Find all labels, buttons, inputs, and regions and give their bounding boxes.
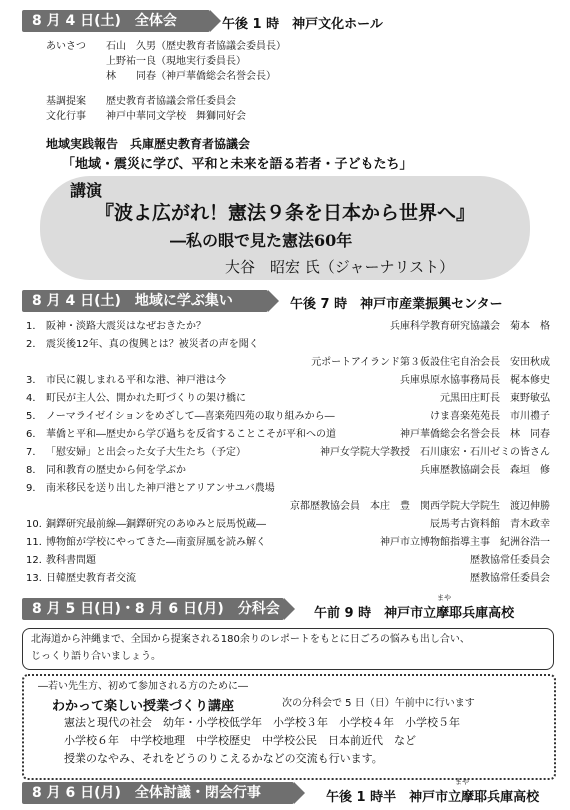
section-header-plenary: 8 月 4 日(土) 全体会 (22, 10, 210, 32)
section-header-local-gathering: 8 月 4 日(土) 地域に学ぶ集い (22, 290, 268, 312)
session-speaker: 神戸市立博物館指導主事 紀洲谷浩一 (380, 537, 550, 548)
list-item: 11．博物館が学校にやってきた―南蛮屏風を読み解く 神戸市立博物館指導主事 紀洲谷浩一 (26, 534, 550, 552)
session-speaker: 歴教協常任委員会 (470, 573, 550, 584)
list-item: 4． 町民が主人公、開かれた町づくりの架け橋に 元黒田庄町長 東野敏弘 (26, 390, 550, 408)
lecture-label: 講演 (70, 181, 103, 200)
lecture-subtitle: ―私の眼で見た憲法60年 (170, 231, 353, 250)
section-header-subcommittee: 8 月 5 日(日)・8 月 6 日(月) 分科会 (22, 598, 284, 620)
list-item: 2． 震災後12年、真の復興とは？被災者の声を聞く (26, 339, 259, 350)
list-item (26, 498, 550, 516)
session-title: 同和教育の歴史から何を学ぶか (46, 465, 186, 476)
session-speaker: 兵庫県原水協事務局長 梶本修史 (400, 375, 550, 386)
list-item: 12．教科書問題 歴教協常任委員会 (26, 552, 550, 570)
session-speaker: 辰馬考古資料館 青木政幸 (430, 519, 550, 530)
list-item: 9． 南米移民を送り出した神戸港とアリアンサユバ農場 (26, 483, 275, 494)
plenary-time-place: 午後 1 時 神戸文化ホール (222, 17, 383, 32)
greeting-speaker: 上野祐一良（現地実行委員長） (106, 56, 246, 67)
session-title: ノーマライゼイションをめざして―喜楽苑四苑の取り組みから― (46, 411, 335, 422)
session-speaker: 神戸華僑総会名誉会長 林 同春 (400, 429, 550, 440)
session-title: 華僑と平和―歴史から学び過ちを反省することこそが平和への道 (46, 429, 336, 440)
greeting-speaker: 林 同春（神戸華僑総会名誉会長） (106, 71, 276, 82)
list-item: 3． 市民に親しまれる平和な港、神戸港は今 兵庫県原水協事務局長 梶本修史 (26, 372, 550, 390)
lecture-box (40, 176, 530, 280)
course-title: わかって楽しい授業づくり講座 (52, 699, 235, 714)
note-line: 北海道から沖縄まで、全国から提案される180余りのレポートをもとに日ごろの悩みも出し合い、 (31, 634, 470, 645)
course-when: 次の分科会で 5 日（日）午前中に行います (282, 698, 475, 709)
lecture-title: 『波よ広がれ！憲法９条を日本から世界へ』 (94, 202, 475, 224)
proposal-label: 基調提案 (46, 96, 86, 107)
session-speaker: 京都歴教協会員 本庄 豊 関西学院大学院生 渡辺伸勝 (290, 501, 550, 512)
list-item (26, 354, 550, 372)
greeting-speaker: 石山 久男（歴史教育者協議会委員長） (106, 41, 286, 52)
session-speaker: 神戸女学院大学教授 石川康宏・石川ゼミの皆さん (320, 447, 550, 458)
culture-label: 文化行事 (46, 111, 86, 122)
session-title: 教科書問題 (46, 555, 96, 566)
course-line: 小学校６年 中学校地理 中学校歴史 中学校公民 日本前近代 など (64, 734, 416, 747)
session-speaker: 元ポートアイランド第３仮設住宅自治会長 安田秋成 (311, 357, 550, 368)
proposal-value: 歴史教育者協議会常任委員会 (106, 96, 236, 107)
list-item: 13．日韓歴史教育者交流 歴教協常任委員会 (26, 570, 550, 588)
session-title: 「慰安婦」と出会った女子大生たち（予定） (46, 447, 246, 458)
session-speaker: 元黒田庄町長 東野敏弘 (440, 393, 550, 404)
list-item: 10．銅鐸研究最前線―銅鐸研究のあゆみと辰馬悦蔵― 辰馬考古資料館 青木政幸 (26, 516, 550, 534)
course-line: 授業のなやみ、それをどうのりこえるかなどの交流も行います。 (64, 752, 383, 765)
session-title: 市民に親しまれる平和な港、神戸港は今 (46, 375, 226, 386)
course-line: 憲法と現代の社会 幼年・小学校低学年 小学校３年 小学校４年 小学校５年 (64, 716, 460, 729)
session-title: 南米移民を送り出した神戸港とアリアンサユバ農場 (46, 483, 275, 494)
ruby-maya: まや (455, 778, 469, 786)
session-speaker: 兵庫科学教育研究協議会 菊本 格 (390, 321, 550, 332)
list-item: 8． 同和教育の歴史から何を学ぶか 兵庫歴教協副会長 森垣 修 (26, 462, 550, 480)
ruby-maya: まや (437, 594, 451, 602)
session-title: 博物館が学校にやってきた―南蛮屏風を読み解く (46, 537, 266, 548)
session-speaker: けま喜楽苑苑長 市川禮子 (430, 411, 550, 422)
section-header-closing: 8 月 6 日(月) 全体討議・閉会行事 (22, 782, 294, 804)
course-intro: ―若い先生方、初めて参加される方のために― (38, 681, 248, 692)
lecturer: 大谷 昭宏 氏（ジャーナリスト） (225, 258, 455, 276)
culture-value: 神戸中華同文学校 舞獅同好会 (106, 111, 246, 122)
greetings-label: あいさつ (46, 41, 86, 52)
session-title: 阪神・淡路大震災はなぜおきたか？ (46, 321, 206, 332)
session-speaker: 歴教協常任委員会 (470, 555, 550, 566)
session-title: 震災後12年、真の復興とは？被災者の声を聞く (46, 339, 259, 350)
closing-time-place: 午後 1 時半 神戸市立摩耶兵庫高校 (326, 790, 540, 805)
session-speaker: 兵庫歴教協副会長 森垣 修 (420, 465, 550, 476)
list-item: 5． ノーマライゼイションをめざして―喜楽苑四苑の取り組みから― けま喜楽苑苑長 市川禮子 (26, 408, 550, 426)
list-item: 6． 華僑と平和―歴史から学び過ちを反省することこそが平和への道 神戸華僑総会名誉会長 林 同春 (26, 426, 550, 444)
session-title: 銅鐸研究最前線―銅鐸研究のあゆみと辰馬悦蔵― (46, 519, 266, 530)
list-item: 1． 阪神・淡路大震災はなぜおきたか？ 兵庫科学教育研究協議会 菊本 格 (26, 318, 550, 336)
subcommittee-time-place: 午前 9 時 神戸市立摩耶兵庫高校 (314, 606, 515, 621)
note-line: じっくり語り合いましょう。 (31, 651, 161, 662)
subcommittee-note (22, 628, 554, 670)
course-box (22, 674, 556, 780)
list-item: 7． 「慰安婦」と出会った女子大生たち（予定） 神戸女学院大学教授 石川康宏・石川ゼミの皆さん (26, 444, 550, 462)
report-title: 「地域・震災に学び、平和と未来を語る若者・子どもたち」 (62, 157, 413, 172)
local-gathering-time-place: 午後 7 時 神戸市産業振興センター (290, 297, 503, 312)
session-title: 日韓歴史教育者交流 (46, 573, 136, 584)
session-title: 町民が主人公、開かれた町づくりの架け橋に (46, 393, 246, 404)
report-label: 地域実践報告 兵庫歴史教育者協議会 (46, 137, 251, 151)
